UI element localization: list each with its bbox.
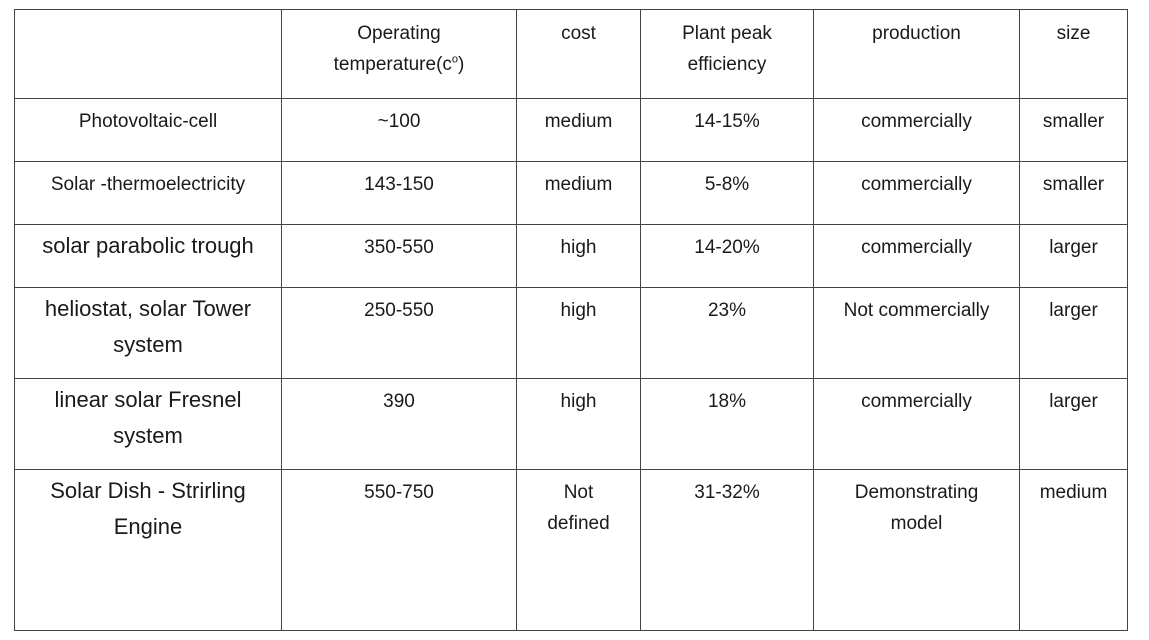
row-size: larger [1020,379,1128,470]
row-efficiency: 23% [641,288,814,379]
row-efficiency: 14-15% [641,99,814,162]
header-temperature-text: Operating temperature(c [333,23,452,75]
row-temperature: 390 [282,379,517,470]
header-temperature-close: ) [458,54,465,75]
table-row [15,162,1128,225]
row-production: commercially [814,162,1020,225]
row-efficiency: 18% [641,379,814,470]
row-temperature: 143-150 [282,162,517,225]
row-name: solar parabolic trough [15,225,282,288]
row-production: commercially [814,225,1020,288]
row-efficiency: 31-32% [641,470,814,631]
header-production: production [814,10,1020,99]
table-row [15,225,1128,288]
row-production: Demonstrating model [814,470,1020,631]
row-temperature: 550-750 [282,470,517,631]
row-cost: medium [517,99,641,162]
row-cost: high [517,225,641,288]
row-efficiency: 14-20% [641,225,814,288]
header-cost: cost [517,10,641,99]
row-name: Solar Dish - Strirling Engine [15,470,282,631]
row-temperature: ~100 [282,99,517,162]
row-cost: medium [517,162,641,225]
header-name [15,10,282,99]
header-efficiency: Plant peak efficiency [641,10,814,99]
row-size: larger [1020,225,1128,288]
row-efficiency: 5-8% [641,162,814,225]
table-row [15,470,1128,631]
row-production: commercially [814,379,1020,470]
row-temperature: 250-550 [282,288,517,379]
row-temperature: 350-550 [282,225,517,288]
row-name: Solar -thermoelectricity [15,162,282,225]
table-row [15,288,1128,379]
row-cost: high [517,288,641,379]
header-temperature [282,10,517,99]
row-cost: Not defined [517,470,641,631]
row-production: commercially [814,99,1020,162]
row-production: Not commercially [814,288,1020,379]
header-size: size [1020,10,1128,99]
row-name: linear solar Fresnel system [15,379,282,470]
row-name: heliostat, solar Tower system [15,288,282,379]
solar-technology-comparison-table [14,9,1128,631]
row-size: medium [1020,470,1128,631]
row-size: smaller [1020,162,1128,225]
table-row [15,379,1128,470]
row-size: smaller [1020,99,1128,162]
table-row [15,99,1128,162]
table-header-row [15,10,1128,99]
row-size: larger [1020,288,1128,379]
row-cost: high [517,379,641,470]
row-name: Photovoltaic-cell [15,99,282,162]
header-temperature-degree: o [451,53,459,66]
